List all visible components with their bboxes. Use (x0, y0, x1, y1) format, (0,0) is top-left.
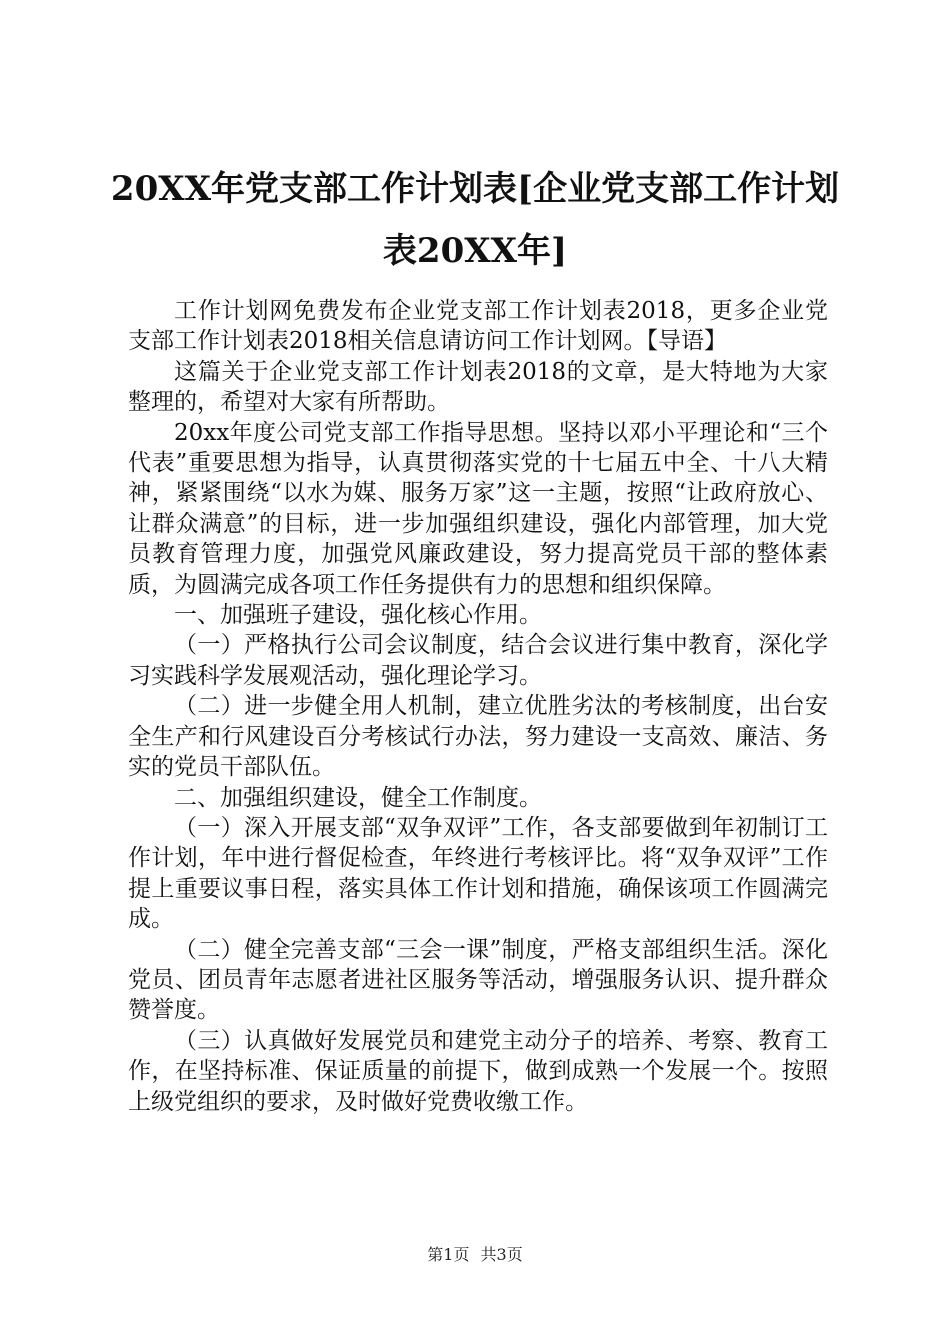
paragraph: （一）深入开展支部“双争双评”工作，各支部要做到年初制订工作计划，年中进行督促检查，年终进行考核评比。将“双争双评”工作提上重要议事日程，落实具体工作计划和措施，确保该项工作圆满完成。 (128, 814, 828, 933)
paragraph: 工作计划网免费发布企业党支部工作计划表2018，更多企业党支部工作计划表2018相关信息请访问工作计划网。【导语】 (128, 298, 828, 355)
page-total: 共3页 (480, 1245, 523, 1264)
section-heading: 一、加强班子建设，强化核心作用。 (174, 602, 542, 629)
paragraph: （三）认真做好发展党员和建党主动分子的培养、考察、教育工作，在坚持标准、保证质量的前提下，做到成熟一个发展一个。按照上级党组织的要求，及时做好党费收缴工作。 (128, 1027, 828, 1115)
paragraph: （二）健全完善支部“三会一课”制度，严格支部组织生活。深化党员、团员青年志愿者进社区服务等活动，增强服务认识、提升群众赞誉度。 (128, 936, 828, 1024)
page-footer (0, 1242, 950, 1265)
paragraph: （二）进一步健全用人机制，建立优胜劣汰的考核制度，出台安全生产和行风建设百分考核试行办法，努力建设一支高效、廉洁、务实的党员干部队伍。 (128, 693, 828, 781)
document-title: 20XX年党支部工作计划表[企业党支部工作计划表20XX年] (110, 169, 840, 271)
page-number: 第1页 (427, 1245, 470, 1264)
paragraph: 这篇关于企业党支部工作计划表2018的文章，是大特地为大家整理的，希望对大家有所帮助。 (128, 358, 828, 416)
document-body (128, 296, 828, 1117)
section-heading: 二、加强组织建设，健全工作制度。 (174, 784, 542, 811)
paragraph: （一）严格执行公司会议制度，结合会议进行集中教育，深化学习实践科学发展观活动，强化理论学习。 (128, 632, 828, 689)
paragraph: 20xx年度公司党支部工作指导思想。坚持以邓小平理论和“三个代表”重要思想为指导，认真贯彻落实党的十七届五中全、十八大精神，紧紧围绕“以水为媒、服务万家”这一主题，按照“让政府放心、让群众满意”的目标，进一步加强组织建设，强化内部管理，加大党员教育管理力度，加强党风廉政建设，努力提高党员干部的整体素质，为圆满完成各项工作任务提供有力的思想和组织保障。 (128, 419, 828, 598)
